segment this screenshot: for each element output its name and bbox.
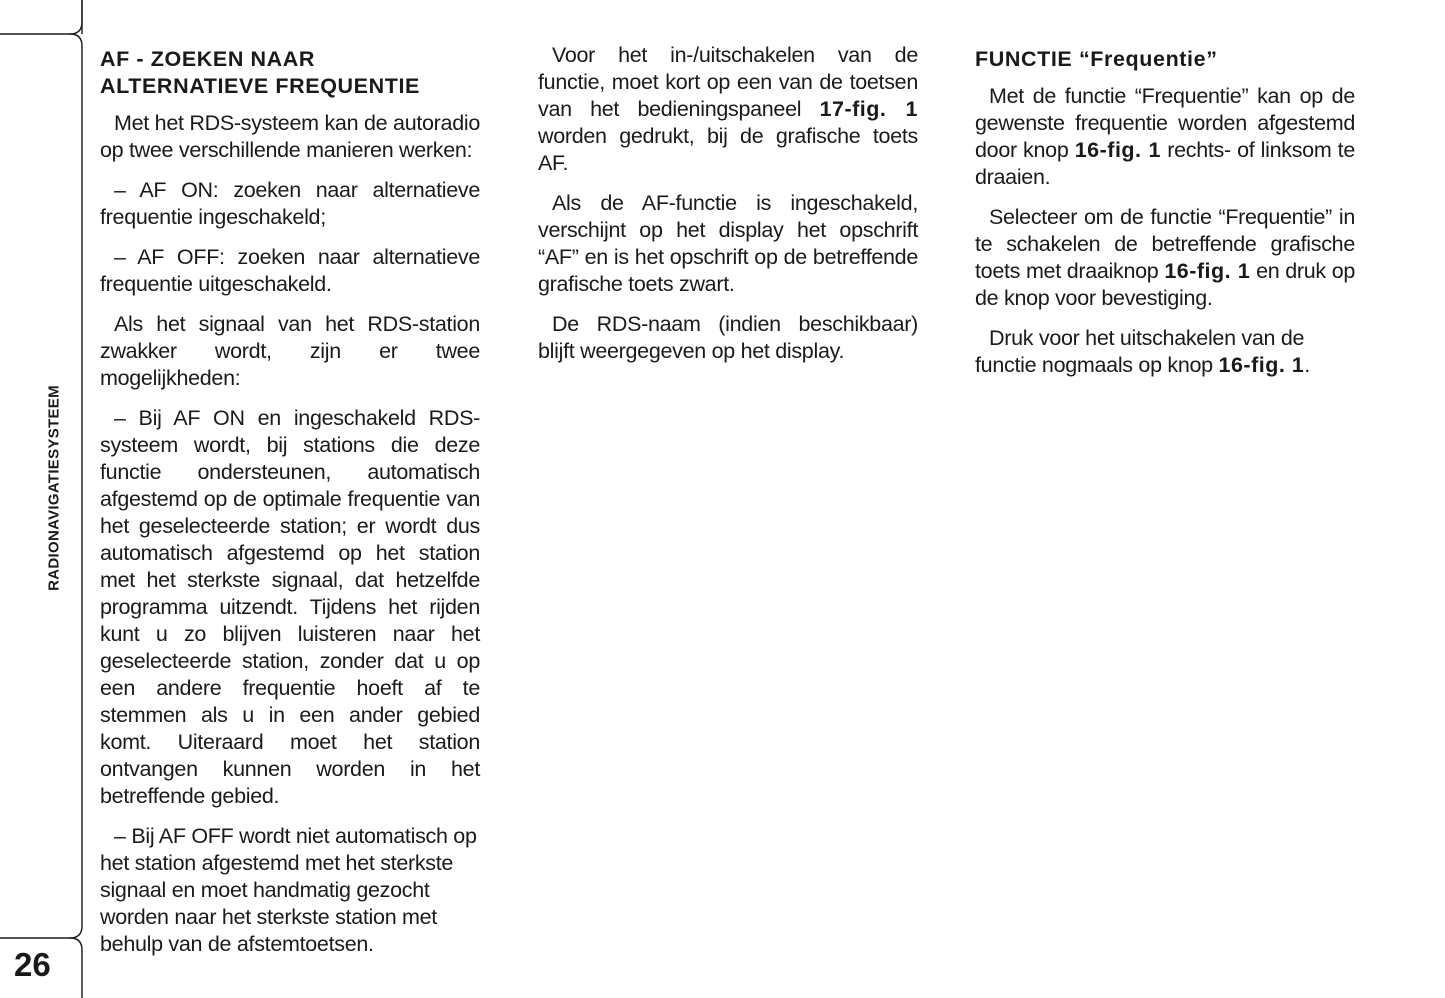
text-run: . [1304, 353, 1310, 377]
paragraph: – AF ON: zoeken naar alternatieve frequentie ingeschakeld; [100, 178, 480, 229]
figure-reference: 16-fig. 1 [1164, 259, 1251, 283]
text-run: en druk op de knop voor bevestiging. [975, 259, 1356, 310]
column-3 [975, 42, 1355, 392]
section-label: RADIONAVIGATIESYSTEEM [45, 385, 63, 591]
section-heading-frequentie [975, 46, 1355, 73]
figure-reference: 17-fig. 1 [819, 97, 918, 121]
figure-reference: 16-fig. 1 [1218, 353, 1305, 377]
text-run: worden gedrukt, bij de grafische toets AF. [538, 124, 918, 175]
paragraph: – Bij AF ON en ingeschakeld RDS-systeem wordt, bij stations die deze functie ondersteunen, automatisch afgestemd op de optimale frequentie van het geselecteerde station; er wordt dus automatisch afgestemd op het station met het sterkste signaal, dat hetzelfde programma uitzendt. Tijdens het rijden kunt u zo blijven luisteren naar het geselecteerde station, zonder dat u op een andere frequentie hoeft af te stemmen als u in een ander gebied komt. Uiteraard moet het station ontvangen kunnen worden in het betreffende gebied. [100, 406, 480, 808]
paragraph: Als het signaal van het RDS-station zwakker wordt, zijn er twee mogelijkheden: [100, 312, 480, 390]
paragraph [538, 42, 918, 177]
heading-text: FUNCTIE [975, 47, 1079, 71]
paragraph [975, 325, 1355, 379]
heading-text: “Frequentie” [1078, 47, 1218, 71]
section-heading-af [100, 46, 480, 100]
figure-reference: 16-fig. 1 [1074, 138, 1162, 162]
text-run: Met de functie “Frequentie” kan op de gewenste frequentie worden afgestemd door knop [975, 84, 1355, 162]
paragraph [975, 204, 1355, 312]
paragraph: – Bij AF OFF wordt niet automatisch op het station afgestemd met het sterkste signaal en moet handmatig gezocht worden naar het sterkste station met behulp van de afstemtoetsen. [100, 824, 477, 956]
paragraph: Als de AF-functie is ingeschakeld, verschijnt op het display het opschrift “AF” en is het opschrift op de betreffende grafische toets zwart. [538, 191, 918, 296]
text-run: rechts- of linksom te draaien. [975, 138, 1355, 189]
heading-line-2: ALTERNATIEVE FREQUENTIE [100, 74, 420, 98]
page-number: 26 [14, 946, 51, 983]
heading-line-1: AF - ZOEKEN NAAR [100, 47, 316, 71]
text-run: Selecteer om de functie “Frequentie” in te schakelen de betreffende grafische toets met draaiknop [975, 205, 1355, 283]
paragraph: Met het RDS-systeem kan de autoradio op twee verschillende manieren werken: [100, 111, 480, 162]
column-2 [538, 42, 918, 378]
paragraph: De RDS-naam (indien beschikbaar) blijft weergegeven op het display. [538, 312, 918, 363]
text-run: Druk voor het uitschakelen van de functie nogmaals op knop [975, 326, 1305, 377]
column-1 [100, 42, 480, 971]
text-run: Voor het in-/uitschakelen van de functie, moet kort op een van de toetsen van het bedieningspaneel [538, 43, 918, 121]
paragraph [975, 83, 1355, 191]
paragraph: – AF OFF: zoeken naar alternatieve frequentie uitgeschakeld. [100, 245, 480, 296]
